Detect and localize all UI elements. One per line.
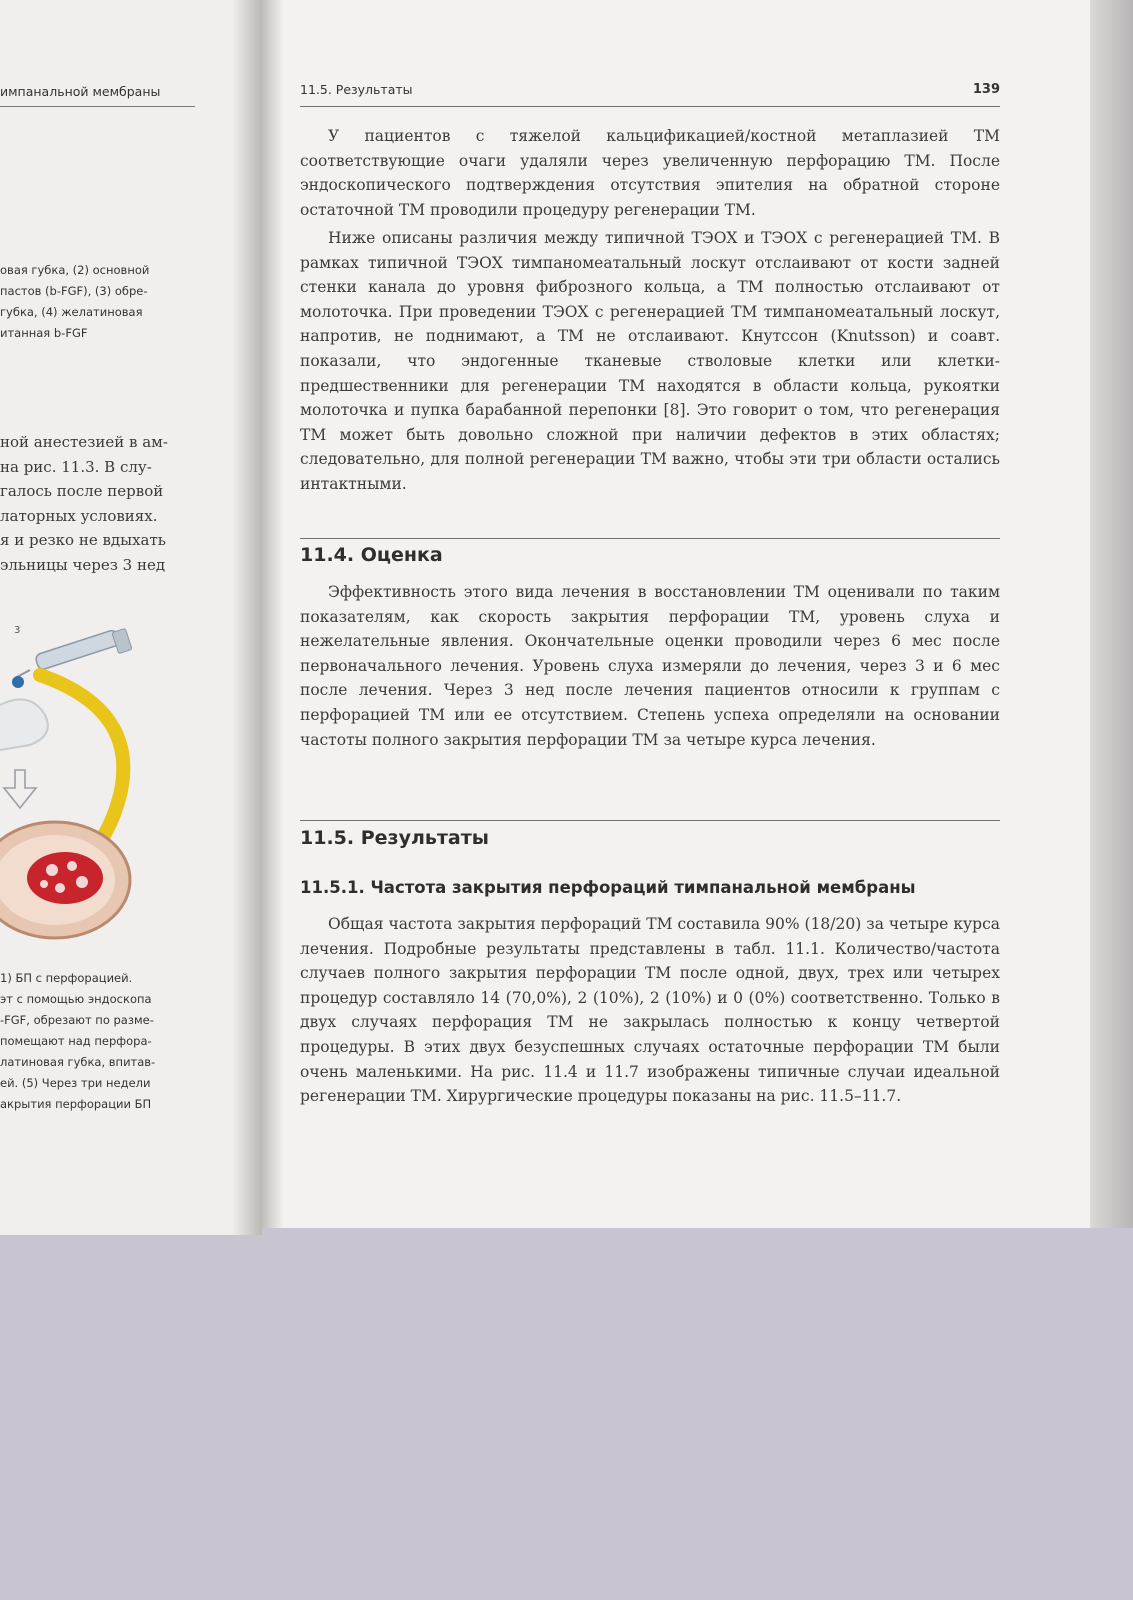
caption-line: овая губка, (2) основной: [0, 263, 150, 277]
page-stack-edge: [1090, 0, 1133, 1228]
caption-line: акрытия перфорации БП: [0, 1097, 152, 1111]
paragraph-evaluation: Эффективность этого вида лечения в восстановлении ТМ оценивали по таким показателям, как скорость закрытия перфорации ТМ, уровень слуха и нежелательные явления. Окончательные оценки проводили через 6 мес после первоначального лечения. Уровень слуха измеряли до лечения, через 3 и 6 мес после лечения. Через 3 нед после лечения пациентов относили к группам с перфорацией ТМ или ее отсутствием. Степень успеха определяли на основании частоты полного закрытия перфорации ТМ за четыре курса лечения.: [300, 583, 1000, 749]
paragraph-closure-rate: Общая частота закрытия перфораций ТМ составила 90% (18/20) за четыре курса лечения. Подробные результаты представлены в табл. 11.1. Количество/частота случаев полного закрытия перфорации ТМ после одной, двух, трех или четырех процедур составляло 14 (70,0%), 2 (10%), 2 (10%) и 0 (0%) соответственно. Только в двух случаях перфорация ТМ не закрылась полностью к концу четвертой процедуры. В этих двух безуспешных случаях остаточные перфорации ТМ были очень маленькими. На рис. 11.4 и 11.7 изображены типичные случаи идеальной регенерации ТМ. Хирургические процедуры показаны на рис. 11.5–11.7.: [300, 915, 1000, 1106]
caption-line: ей. (5) Через три недели: [0, 1076, 151, 1090]
caption-line: губка, (4) желатиновая: [0, 305, 143, 319]
body-line: галось после первой: [0, 482, 164, 500]
body-line: латорных условиях.: [0, 506, 158, 525]
caption-line: пастов (b-FGF), (3) обре-: [0, 284, 148, 298]
body-line: я и резко не вдыхать: [0, 531, 166, 549]
surgery-illustration: [0, 620, 200, 950]
caption-line: -FGF, обрезают по разме-: [0, 1013, 154, 1027]
figure-step-label: 3: [14, 625, 21, 636]
syringe-icon: [12, 628, 132, 688]
down-arrow-icon: [4, 770, 36, 808]
left-figure-caption-2: [0, 968, 208, 1115]
caption-line: латиновая губка, впитав-: [0, 1055, 156, 1069]
running-header-section: 11.5. Результаты: [300, 82, 413, 97]
header-rule: [300, 106, 1000, 107]
heading-evaluation: 11.4. Оценка: [300, 544, 443, 566]
caption-line: помещают над перфора-: [0, 1034, 152, 1048]
body-line: эльницы через 3 нед: [0, 555, 166, 574]
paragraph-differences: Ниже описаны различия между типичной ТЭОХ и ТЭОХ с регенерацией ТМ. В рамках типичной ТЭОХ тимпаномеатальный лоскут отслаивают от кости задней стенки канала до уровня фиброзного кольца, а ТМ полностью отслаивают от молоточка. При проведении ТЭОХ с регенерацией ТМ тимпаномеатальный лоскут, напротив, не поднимают, а ТМ не отслаивают. Кнутссон (Knutsson) и соавт. показали, что эндогенные тканевые стволовые клетки или клетки-предшественники для регенерации ТМ находятся в области кольца, рукоятки молоточка и пупка барабанной перепонки [8]. Это говорит о том, что регенерация ТМ может быть довольно сложной при наличии дефектов в этих областях; следовательно, для полной регенерации ТМ важно, чтобы эти три области остались интактными.: [300, 229, 1000, 493]
left-page-gutter-shadow: [232, 0, 262, 1235]
left-body-text: [0, 430, 205, 577]
paragraph-calcification: У пациентов с тяжелой кальцификацией/костной метаплазией ТМ соответствующие очаги удаляли через увеличенную перфорацию ТМ. После эндоскопического подтверждения отсутствия эпителия на обратной стороне остаточной ТМ проводили процедуру регенерации ТМ.: [300, 127, 1000, 219]
gutter-shadow: [262, 0, 284, 1228]
section-rule: [300, 820, 1000, 821]
left-figure-caption: [0, 260, 208, 344]
running-header: [300, 82, 1000, 97]
left-running-header: импанальной мембраны: [0, 84, 161, 99]
page-number: 139: [972, 82, 1000, 97]
heading-results: 11.5. Результаты: [300, 827, 489, 849]
caption-line: 1) БП с перфорацией.: [0, 971, 133, 985]
caption-line: эт с помощью эндоскопа: [0, 992, 152, 1006]
heading-closure-rate: 11.5.1. Частота закрытия перфораций тимпанальной мембраны: [300, 878, 916, 897]
left-header-rule: [0, 106, 195, 107]
left-page: [0, 0, 262, 1235]
gelatin-sponge: [27, 852, 103, 904]
caption-line: итанная b-FGF: [0, 326, 88, 340]
body-line: на рис. 11.3. В слу-: [0, 457, 152, 476]
body-line: ной анестезией в ам-: [0, 433, 168, 451]
section-rule: [300, 538, 1000, 539]
